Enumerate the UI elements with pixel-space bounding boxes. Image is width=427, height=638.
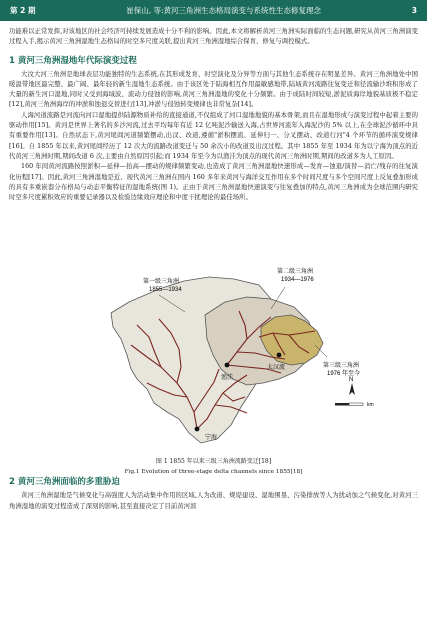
page-header xyxy=(0,0,427,21)
svg-text:N: N xyxy=(349,377,354,384)
figure-1-map xyxy=(9,207,418,476)
yuwa-label: 渔洼 xyxy=(221,375,234,382)
section-1-heading: 1 黄河三角洲湿地年代际演变过程 xyxy=(9,55,137,66)
taipingya-marker xyxy=(277,353,282,358)
figure-caption-cn: 图 1 1855 年以来三级三角洲流路变迁[18] xyxy=(155,458,272,466)
stage2-years: 1934—1976 xyxy=(281,277,314,284)
page-number: 3 xyxy=(411,6,417,15)
stage1-years: 1855—1934 xyxy=(149,287,182,294)
section-2-heading: 2 黄河三角洲面临的多重胁迫 xyxy=(9,477,120,488)
delta-map xyxy=(9,207,418,453)
article-body xyxy=(9,27,418,512)
ninghai-marker xyxy=(195,427,200,432)
stage1-label: 第一级三角洲 xyxy=(143,279,180,286)
north-arrow-icon xyxy=(349,377,355,395)
section-1-paragraph-1: 大汶大河三角洲是地球表层功能独特的生态系统,在其形成发育、时空演化及分异等方面与其他生态系统存在明显差异。黄河三角洲地处中国暖温带地区最完整、最广阔、最年轻的新生湿地生态系统。由于该区处于陆海相互作用最敏感地带,陆域黄河流路往复变迁和径流输沙堆积形成了大量的新生河口湿地,同时又受到海域波、流动力侵蚀的影响,黄河三角洲湿地的变化十分频繁。由于成陆时间较短,淤泥质海岸地貌基质极不稳定[12],黄河三角洲海岸的冲淤和蚀退交替进行[13],冲淤与侵蚀转变规律也非常复杂[14]。 xyxy=(9,70,418,109)
section-2-paragraph-1: 黄河三角洲湿地是气候变化与高强度人为活动集中作用的区域,人为改道、规堤建设、湿地围垦、污染排放等人为扰动加之气候变化,对黄河三角洲湿地的演变过程造成了深刻的影响,甚至直接决定了目前黄河滨 xyxy=(9,492,418,510)
stage3-label: 第三级三角洲 xyxy=(323,363,360,370)
running-title: 崔保山, 等:黄河三角洲生态格局演变与系统性生态修复理念 xyxy=(126,6,322,15)
intro-paragraph: 功能难以正常发挥,对该地区的社会经济可持续发展造成十分不利的影响。因此,本文将解析黄河三角洲实际面临的生态问题,研究从黄河三角洲演变过程入手,揭示黄河三角洲湿地生态格局的时空多尺度关联,提出黄河三角洲湿地综合保育、修复与调控模式。 xyxy=(9,28,419,46)
issue-label: 第 2 期 xyxy=(10,6,36,15)
section-1-paragraph-3: 160 年间黄河流路按照淤积—延伸—抬高—摆动的规律频繁变动,也造成了黄河三角洲湿地快速形成—发育—蚀退/演替—消亡/残存的往复演化历程[17]。因此,黄河三角洲湿地是近、现代黄河三角洲在国内 160 多年来黄河与海洋交互作用在多个时间尺度与多个空间尺度上反复叠加形成的具有多重嵌套分布格局与动态平衡特征的湿地系统(图 1)。正由于黄河三角洲湿地快速演变与往复叠加的特点,黄河三角洲成为全球范围内研究时空多尺度累积效应的重要记录器以及检验边缘效应理论和中度干扰理论的最佳场所。 xyxy=(9,163,418,202)
taipingya-label: 太汉流 xyxy=(267,365,286,372)
stage2-label: 第二级三角洲 xyxy=(277,269,314,276)
figure-caption-en: Fig.1 Evolution of three-stage delta channels since 1855[18] xyxy=(124,469,303,476)
scale-bar xyxy=(335,402,374,408)
ninghai-label: 宁海 xyxy=(205,435,218,442)
svg-text:km: km xyxy=(367,402,374,409)
section-1-paragraph-2: 人海河道流路是河流向河口湿地提供陆源物质补给的直接通道,不仅组成了河口湿地地貌的基本骨架,而且在湿地形成与演变过程中起着主要的驱动作用[15]。黄河是世界上著名的多沙河流,过去平均每年有近 12 亿吨泥沙输送入海,占世界河流年入海泥沙的 5% 以上,在全球泥沙循环中具有重要作用[13]。自然状态下,黄河尾闾河道频繁摆动,出汊、改道,遵循"淤积摆流、延伸归一、分叉摆动、改道行河"4 个环节的循环演变规律[16]。自 1855 年以来,黄河尾闾经历了 12 次大的流路改道变迁与 50 余次小的改道及出汊过程。其中 1855 年至 1934 年为以宁海为顶点的近代黄河三角洲时期,期间改道 6 次,主要由自然原因引起;而 1934 年至今为以渔洼为顶点的现代黄河三角洲时期,期间的改道多为人工原因。 xyxy=(9,111,418,160)
yuwa-marker xyxy=(225,363,230,368)
stage3-years: 1976 年至今 xyxy=(327,371,361,378)
